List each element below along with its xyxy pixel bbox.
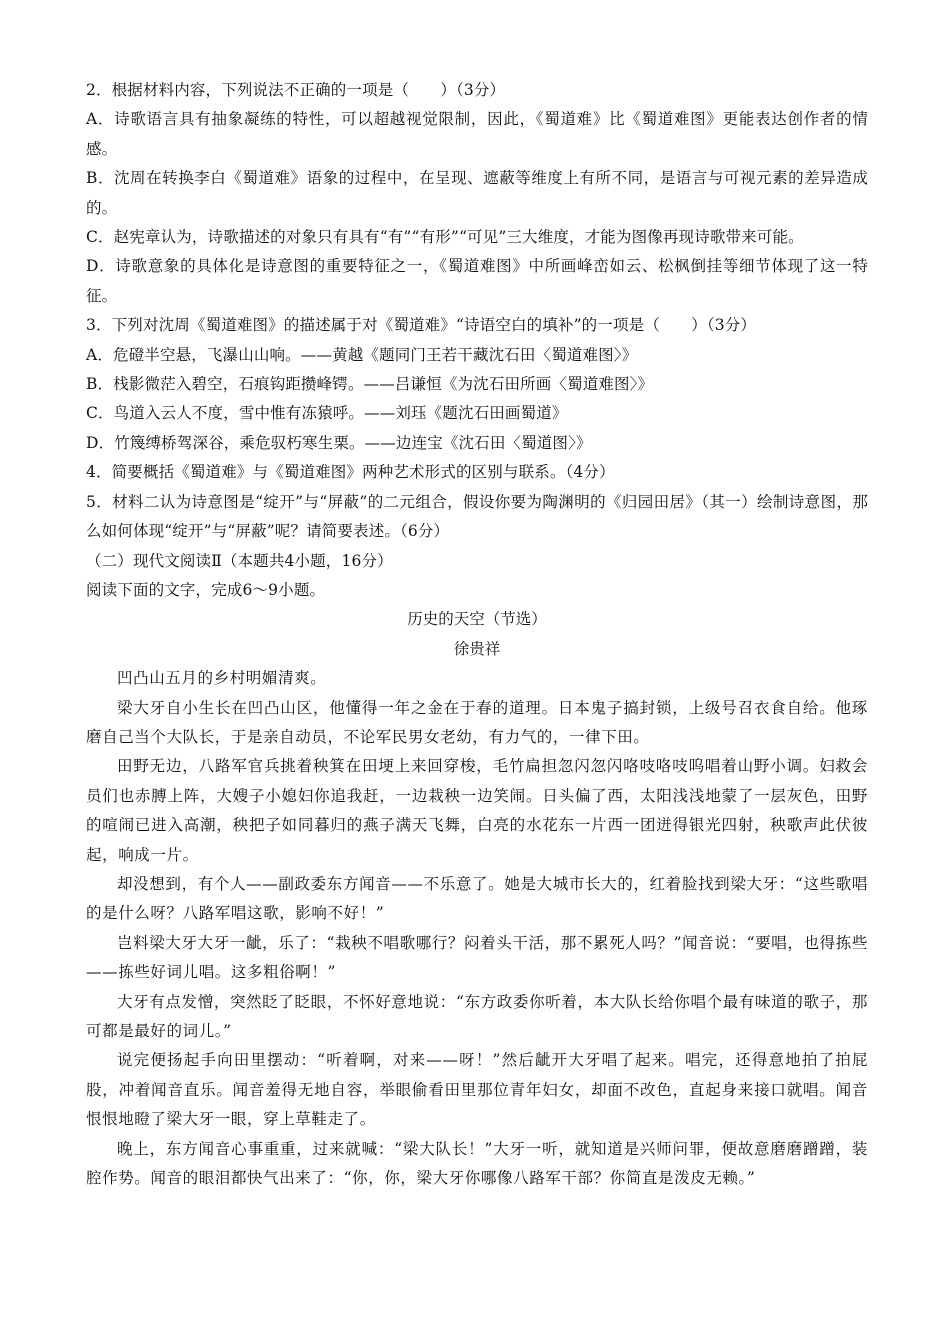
question-5: 5．材料二认为诗意图是“绽开”与“屏蔽”的二元组合，假设你要为陶渊明的《归园田居》（其一）绘制诗意图，那么如何体现“绽开”与“屏蔽”呢？请简要表述。（6分） xyxy=(86,492,868,541)
question-3-option-b: B．栈影微茫入碧空，石痕钩距攒峰锷。——吕谦恒《为沈石田所画〈蜀道难图〉》 xyxy=(86,375,654,394)
section-heading: （二）现代文阅读Ⅱ（本题共4小题，16分） xyxy=(86,551,393,570)
question-2-option-a: A．诗歌语言具有抽象凝练的特性，可以超越视觉限制，因此，《蜀道难》比《蜀道难图》更能表达创作者的情感。 xyxy=(86,110,868,158)
document-page xyxy=(86,76,868,1193)
question-2-option-c: C．赵宪章认为，诗歌描述的对象只有具有“有”“有形”“可见”三大维度，才能为图像再现诗歌带来可能。 xyxy=(86,228,804,247)
article-paragraph-2: 梁大牙自小生长在凹凸山区，他懂得一年之金在于春的道理。日本鬼子搞封锁，上级号召衣食自给。他琢磨自己当个大队长，于是亲自动员，不论军民男女老幼，有力气的，一律下田。 xyxy=(86,698,868,746)
article-paragraph-8: 晚上，东方闻音心事重重，过来就喊：“梁大队长！”大牙一听，就知道是兴师问罪，便故意磨磨蹭蹭，装腔作势。闻音的眼泪都快气出来了：“你，你，梁大牙你哪像八路军干部？你简直是泼皮无赖。” xyxy=(86,1139,868,1188)
article-paragraph-6: 大牙有点发憎，突然眨了眨眼，不怀好意地说：“东方政委你听着，本大队长给你唱个最有味道的歌子，那可都是最好的词儿。” xyxy=(86,992,868,1040)
question-3-stem: 3．下列对沈周《蜀道难图》的描述属于对《蜀道难》“诗语空白的填补”的一项是（ ）（3分） xyxy=(86,316,757,335)
question-4: 4．简要概括《蜀道难》与《蜀道难图》两种艺术形式的区别与联系。（4分） xyxy=(86,463,615,482)
article-paragraph-5: 岂料梁大牙大牙一龇，乐了：“栽秧不唱歌哪行？闷着头干活，那不累死人吗？”闻音说：“要唱，也得拣些——拣些好词儿唱。这多粗俗啊！” xyxy=(86,933,868,982)
article-paragraph-4: 却没想到，有个人——副政委东方闻音——不乐意了。她是大城市长大的，红着脸找到梁大牙：“这些歌唱的是什么呀？八路军唱这歌，影响不好！” xyxy=(86,874,868,923)
question-3-option-d: D．竹篾缚桥驾深谷，乘危驭朽寒生栗。——边连宝《沈石田〈蜀道图〉》 xyxy=(86,433,592,452)
question-2-option-d: D．诗歌意象的具体化是诗意图的重要特征之一，《蜀道难图》中所画峰峦如云、松枫倒挂等细节体现了这一特征。 xyxy=(86,257,868,305)
article-paragraph-7: 说完便扬起手向田里摆动：“听着啊，对来——呀！”然后龇开大牙唱了起来。唱完，还得意地拍了拍屁股，冲着闻音直乐。闻音羞得无地自容，举眼偷看田里那位青年妇女，却面不改色，直起身来接口就唱。闻音恨恨地瞪了梁大牙一眼，穿上草鞋走了。 xyxy=(86,1051,868,1129)
question-2-option-b: B．沈周在转换李白《蜀道难》语象的过程中，在呈现、遮蔽等维度上有所不同，是语言与可视元素的差异造成的。 xyxy=(86,169,868,217)
article-title: 历史的天空（节选） xyxy=(407,610,547,629)
question-3-option-c: C．鸟道入云人不度，雪中惟有冻猿呼。——刘珏《题沈石田画蜀道》 xyxy=(86,404,568,423)
question-2-stem: 2．根据材料内容，下列说法不正确的一项是（ ）（3分） xyxy=(86,81,506,99)
section-instruction: 阅读下面的文字，完成6～9小题。 xyxy=(86,580,326,599)
article-paragraph-3: 田野无边，八路军官兵挑着秧箕在田埂上来回穿梭，毛竹扁担忽闪忽闪咯吱咯吱呜唱着山野小调。妇救会员们也赤膊上阵，大嫂子小媳妇你追我赶，一边栽秧一边笑闹。日头偏了西，太阳浅浅地蒙了一层灰色，田野的喧闹已进入高潮，秧把子如同暮归的燕子满天飞舞，白亮的水花东一片西一团迸得银光四射，秧歌声此伏彼起，响成一片。 xyxy=(86,757,868,864)
article-author: 徐贵祥 xyxy=(453,639,501,658)
question-3-option-a: A．危磴半空悬，飞瀑山山响。——黄越《题同门王若干藏沈石田〈蜀道难图〉》 xyxy=(86,345,638,364)
article-paragraph-1: 凹凸山五月的乡村明媚清爽。 xyxy=(117,669,327,688)
